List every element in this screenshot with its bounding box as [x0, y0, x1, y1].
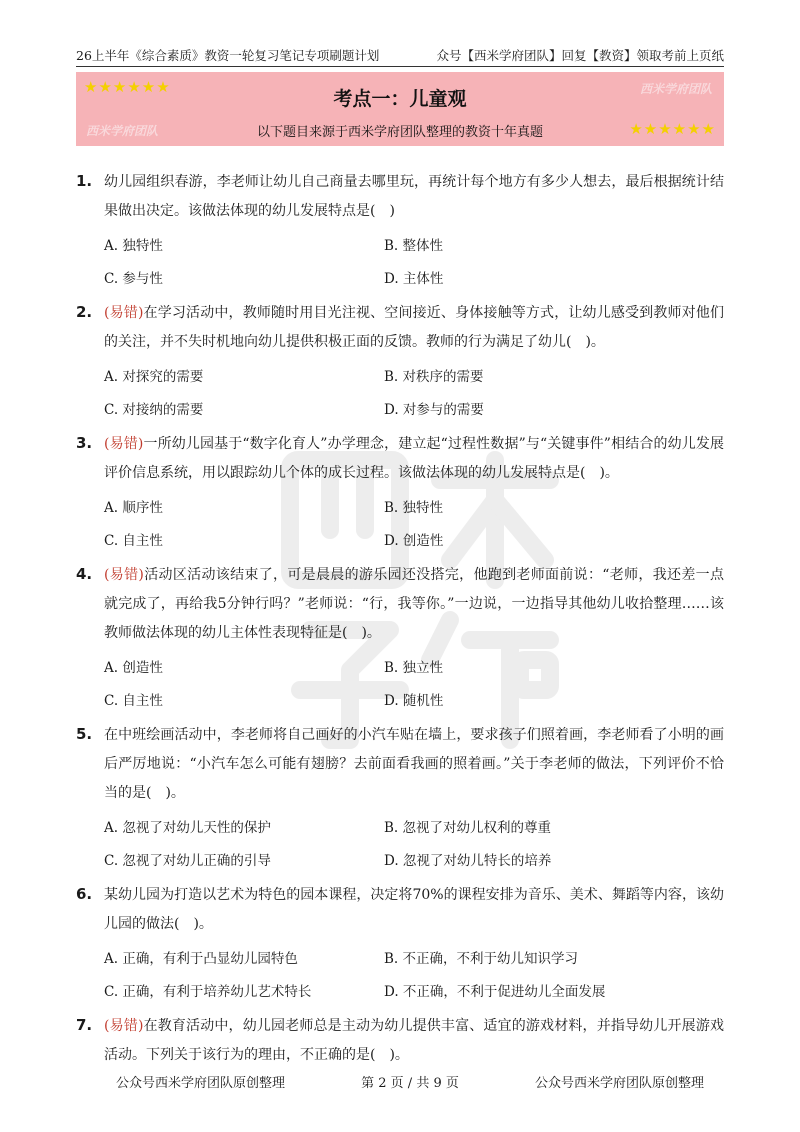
question-item [76, 168, 724, 289]
header-divider [76, 66, 724, 67]
question-number: 1. [76, 172, 93, 190]
question-item [76, 561, 724, 711]
question-text [104, 430, 724, 488]
option-c: C. 参与性 [104, 271, 163, 287]
question-body: 活动区活动该结束了，可是晨晨的游乐园还没搭完，他跑到老师面前说：“老师，我还差一点就完成了，再给我5分钟行吗？”老师说：“行，我等你。”一边说，一边指导其他幼儿收拾整理……该教师做法体现的幼儿主体性表现特征是( )。 [104, 567, 724, 641]
option-a: A. 忽视了对幼儿天性的保护 [104, 820, 271, 836]
star-rating-icon: ★★★★★★ [84, 78, 171, 96]
page-header [76, 44, 724, 64]
section-subtitle: 以下题目来源于西米学府团队整理的教资十年真题 [256, 125, 543, 140]
option-grid [104, 658, 724, 711]
option-c: C. 自主性 [104, 693, 163, 709]
question-item [76, 1012, 724, 1070]
question-item [76, 299, 724, 420]
option-c: C. 忽视了对幼儿正确的引导 [104, 853, 271, 869]
option-a: A. 正确，有利于凸显幼儿园特色 [104, 951, 298, 967]
option-grid [104, 818, 724, 871]
question-number: 3. [76, 434, 93, 452]
option-b: B. 不正确，不利于幼儿知识学习 [384, 951, 579, 967]
option-grid [104, 367, 724, 420]
page-footer [76, 1072, 724, 1091]
option-c: C. 正确，有利于培养幼儿艺术特长 [104, 984, 312, 1000]
question-body: 在中班绘画活动中，李老师将自己画好的小汽车贴在墙上，要求孩子们照着画，李老师看了小明的画后严厉地说：“小汽车怎么可能有翅膀？去前面看我画的照着画。”关于李老师的做法，下列评价不恰当的是( )。 [104, 727, 724, 801]
option-c: C. 自主性 [104, 533, 163, 549]
option-b: B. 独立性 [384, 660, 444, 676]
question-tag: (易错) [104, 436, 144, 452]
question-item [76, 430, 724, 551]
question-item [76, 881, 724, 1002]
option-b: B. 独特性 [384, 500, 444, 516]
question-tag: (易错) [104, 1018, 144, 1034]
question-text [104, 168, 724, 226]
option-grid [104, 236, 724, 289]
question-text [104, 299, 724, 357]
question-list [76, 168, 724, 1070]
option-b: B. 忽视了对幼儿权利的尊重 [384, 820, 552, 836]
question-item [76, 721, 724, 871]
option-b: B. 整体性 [384, 238, 444, 254]
question-number: 2. [76, 303, 93, 321]
question-text [104, 561, 724, 648]
question-number: 4. [76, 565, 93, 583]
question-tag: (易错) [104, 305, 144, 321]
question-body: 在教育活动中，幼儿园老师总是主动为幼儿提供丰富、适宜的游戏材料，并指导幼儿开展游戏活动。下列关于该行为的理由，不正确的是( )。 [104, 1018, 724, 1063]
question-body: 某幼儿园为打造以艺术为特色的园本课程，决定将70%的课程安排为音乐、美术、舞蹈等内容，该幼儿园的做法( )。 [104, 887, 724, 932]
option-d: D. 创造性 [384, 533, 444, 549]
option-d: D. 不正确，不利于促进幼儿全面发展 [384, 984, 606, 1000]
option-d: D. 对参与的需要 [384, 402, 484, 418]
option-a: A. 创造性 [104, 660, 163, 676]
option-a: A. 顺序性 [104, 500, 163, 516]
question-number: 6. [76, 885, 93, 903]
option-a: A. 对探究的需要 [104, 369, 204, 385]
option-a: A. 独特性 [104, 238, 163, 254]
question-body: 一所幼儿园基于“数字化育人”办学理念，建立起“过程性数据”与“关键事件”相结合的幼儿发展评价信息系统，用以跟踪幼儿个体的成长过程。该做法体现的幼儿发展特点是( )。 [104, 436, 724, 481]
header-right-text: 众号【西米学府团队】回复【教资】领取考前上页纸 [436, 48, 724, 63]
option-d: D. 主体性 [384, 271, 444, 287]
header-left-text: 26上半年《综合素质》教资一轮复习笔记专项刷题计划 [76, 48, 380, 63]
question-body: 幼儿园组织春游，李老师让幼儿自己商量去哪里玩，再统计每个地方有多少人想去，最后根据统计结果做出决定。该做法体现的幼儿发展特点是( ) [104, 174, 724, 219]
question-text [104, 721, 724, 808]
question-body: 在学习活动中，教师随时用目光注视、空间接近、身体接触等方式，让幼儿感受到教师对他们的关注，并不失时机地向幼儿提供积极正面的反馈。教师的行为满足了幼儿( )。 [104, 305, 724, 350]
page-number: 第 2 页 / 共 9 页 [361, 1076, 459, 1091]
question-number: 7. [76, 1016, 93, 1034]
banner-watermark-top: 西米学府团队 [639, 82, 712, 96]
question-tag: (易错) [104, 567, 144, 583]
option-c: C. 对接纳的需要 [104, 402, 204, 418]
banner-watermark-bottom: 西米学府团队 [86, 124, 159, 138]
question-number: 5. [76, 725, 93, 743]
option-grid [104, 498, 724, 551]
section-title: 考点一：儿童观 [333, 88, 467, 110]
option-d: D. 随机性 [384, 693, 444, 709]
footer-right-text: 公众号西米学府团队原创整理 [534, 1076, 704, 1091]
option-grid [104, 949, 724, 1002]
star-rating-icon: ★★★★★★ [629, 120, 716, 138]
section-banner [76, 72, 724, 146]
option-b: B. 对秩序的需要 [384, 369, 484, 385]
question-text [104, 1012, 724, 1070]
footer-left-text: 公众号西米学府团队原创整理 [116, 1076, 286, 1091]
question-text [104, 881, 724, 939]
option-d: D. 忽视了对幼儿特长的培养 [384, 853, 552, 869]
